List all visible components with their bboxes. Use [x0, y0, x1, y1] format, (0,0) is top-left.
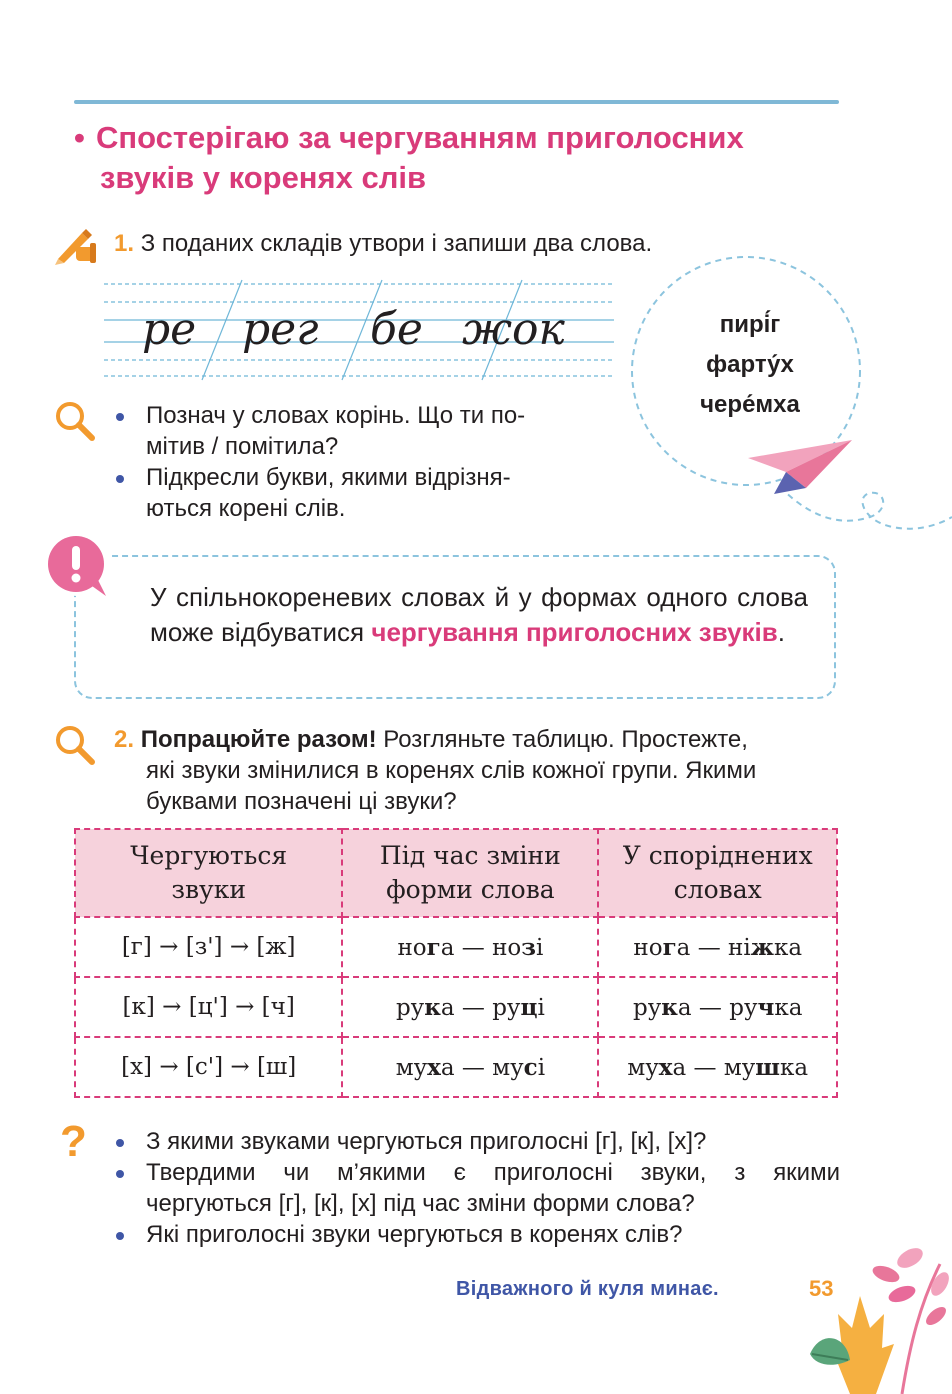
- table-cell-sounds: [х] → [с'] → [ш]: [75, 1037, 342, 1097]
- word-part: і: [535, 934, 544, 961]
- word-part: но: [397, 934, 427, 961]
- section-title-line1: Спостерігаю за чергуванням приголосних: [96, 120, 744, 155]
- dash: —: [690, 934, 729, 961]
- syllable-1: ре: [142, 304, 197, 355]
- word-letter: с: [523, 1053, 538, 1081]
- word-letter: х: [658, 1053, 673, 1081]
- question-item: [114, 1219, 840, 1250]
- word-part: му: [395, 1054, 428, 1081]
- circle-word-1: пирі́г: [719, 311, 781, 338]
- task-2-line-1-rest: Розгляньте таблицю. Простежте,: [376, 726, 748, 753]
- dash: —: [454, 934, 493, 961]
- word-part: а: [672, 1054, 687, 1081]
- magnifier-icon: [52, 398, 96, 442]
- task-2-line-2: які звуки змінилися в коренях слів кожної групи. Якими: [146, 757, 757, 784]
- word-part: ні: [728, 934, 751, 961]
- table-cell-sounds: [г] → [з'] → [ж]: [75, 917, 342, 977]
- table-cell-sounds: [к] → [ц'] → [ч]: [75, 977, 342, 1037]
- word-letter: ж: [750, 933, 774, 961]
- task-1-bullet-1: [114, 400, 594, 462]
- circle-words: [670, 305, 830, 425]
- question-line: чергуються [г], [к], [х] під час зміни форми слова?: [146, 1190, 695, 1217]
- word-part: а: [677, 994, 692, 1021]
- task-1-bullet-2: [114, 462, 594, 524]
- task-1: [114, 228, 652, 259]
- word-letter: х: [427, 1053, 441, 1081]
- task-1-number: 1.: [114, 230, 135, 257]
- question-item: [114, 1157, 840, 1219]
- word-part: ру: [395, 994, 425, 1021]
- word-part: ру: [632, 994, 662, 1021]
- word-letter: ч: [757, 993, 775, 1021]
- word-part: му: [627, 1054, 659, 1081]
- header-line: звуки: [171, 875, 247, 904]
- word-part: но: [492, 934, 522, 961]
- table-cell-form: [342, 977, 598, 1037]
- table-cell-form: [342, 917, 598, 977]
- bullet-1-line-1: Познач у словах корінь. Що ти по-: [146, 402, 526, 429]
- word-part: му: [723, 1054, 756, 1081]
- header-line: словах: [673, 875, 762, 904]
- task-1-bullets: [114, 400, 594, 524]
- questions-list: [114, 1126, 840, 1250]
- table-row: [75, 917, 837, 977]
- task-2-bold-intro: Попрацюйте разом!: [140, 726, 377, 753]
- task-1-text: З поданих складів утвори і запиши два слова.: [140, 230, 653, 257]
- paper-plane-icon: [746, 436, 854, 496]
- table-cell-related: [598, 1037, 837, 1097]
- syllable-3: бе: [370, 304, 423, 355]
- word-part: і: [537, 1054, 546, 1081]
- header-line: форми слова: [386, 875, 555, 904]
- table-cell-related: [598, 917, 837, 977]
- word-letter: г: [426, 933, 441, 961]
- header-line: Чергуються: [130, 841, 288, 870]
- word-part: ка: [774, 994, 803, 1021]
- word-part: ка: [779, 1054, 809, 1081]
- word-part: ру: [729, 994, 758, 1021]
- top-rule: [74, 100, 839, 104]
- magnifier-icon: [52, 722, 96, 766]
- dash: —: [454, 994, 493, 1021]
- table-cell-related: [598, 977, 837, 1037]
- word-letter: к: [661, 993, 678, 1021]
- word-letter: з: [521, 933, 536, 961]
- question-item: [114, 1126, 840, 1157]
- question-line: Твердими чи м’якими є приголосні звуки, з якими: [146, 1159, 840, 1186]
- syllable-4: жок: [462, 304, 565, 355]
- exclamation-bubble-icon: [42, 530, 118, 602]
- rule-end: .: [777, 617, 785, 647]
- dash: —: [454, 1054, 493, 1081]
- word-part: а: [440, 1054, 455, 1081]
- word-part: но: [633, 934, 663, 961]
- header-line: Під час зміни: [379, 841, 561, 870]
- table-header-cell: [75, 829, 342, 917]
- word-part: ру: [492, 994, 521, 1021]
- dash: —: [691, 994, 730, 1021]
- table-cell-form: [342, 1037, 598, 1097]
- rule-text: [150, 580, 808, 650]
- question-line: Які приголосні звуки чергуються в коренях слів?: [146, 1221, 683, 1248]
- word-letter: ц: [520, 993, 538, 1021]
- table-header-cell: [598, 829, 837, 917]
- table-header-row: [75, 829, 837, 917]
- circle-word-2: фарту́х: [706, 351, 794, 378]
- alternation-table: [74, 828, 838, 1098]
- question-line: З якими звуками чергуються приголосні [г], [к], [х]?: [146, 1128, 707, 1155]
- pencil-hand-icon: [52, 225, 98, 265]
- word-part: ка: [773, 934, 803, 961]
- word-part: і: [537, 994, 545, 1021]
- word-letter: к: [424, 993, 441, 1021]
- section-title-line2: звуків у коренях слів: [100, 160, 427, 195]
- rule-highlight: чергування приголосних звуків: [371, 617, 778, 647]
- word-part: а: [676, 934, 691, 961]
- word-letter: г: [662, 933, 677, 961]
- word-part: а: [440, 994, 455, 1021]
- footer-motto: Відважного й куля минає.: [456, 1278, 719, 1300]
- word-part: а: [440, 934, 455, 961]
- table-row: [75, 1037, 837, 1097]
- table-header-cell: [342, 829, 598, 917]
- word-letter: ш: [755, 1053, 780, 1081]
- question-mark-icon: ?: [60, 1117, 87, 1166]
- circle-word-3: чере́мха: [700, 391, 800, 418]
- bullet-1-line-2: мітив / помітила?: [146, 433, 339, 460]
- table-row: [75, 977, 837, 1037]
- task-2-line-1: [114, 724, 840, 755]
- title-bullet: •: [74, 120, 85, 155]
- task-2: [114, 724, 840, 817]
- autumn-leaves-icon: [790, 1244, 952, 1394]
- task-2-number: 2.: [114, 726, 135, 753]
- bullet-2-line-1: Підкресли букви, якими відрізня-: [146, 464, 511, 491]
- rule-text-main: У спільнокореневих словах й у формах одного слова може відбуватися: [150, 582, 808, 647]
- word-part: му: [492, 1054, 524, 1081]
- header-line: У споріднених: [622, 841, 813, 870]
- section-title: [74, 118, 834, 198]
- syllable-2: рег: [242, 304, 319, 355]
- task-2-line-3: буквами позначені ці звуки?: [146, 788, 457, 815]
- bullet-2-line-2: ються корені слів.: [146, 495, 346, 522]
- dash: —: [686, 1054, 724, 1081]
- page-number: 53: [809, 1276, 834, 1301]
